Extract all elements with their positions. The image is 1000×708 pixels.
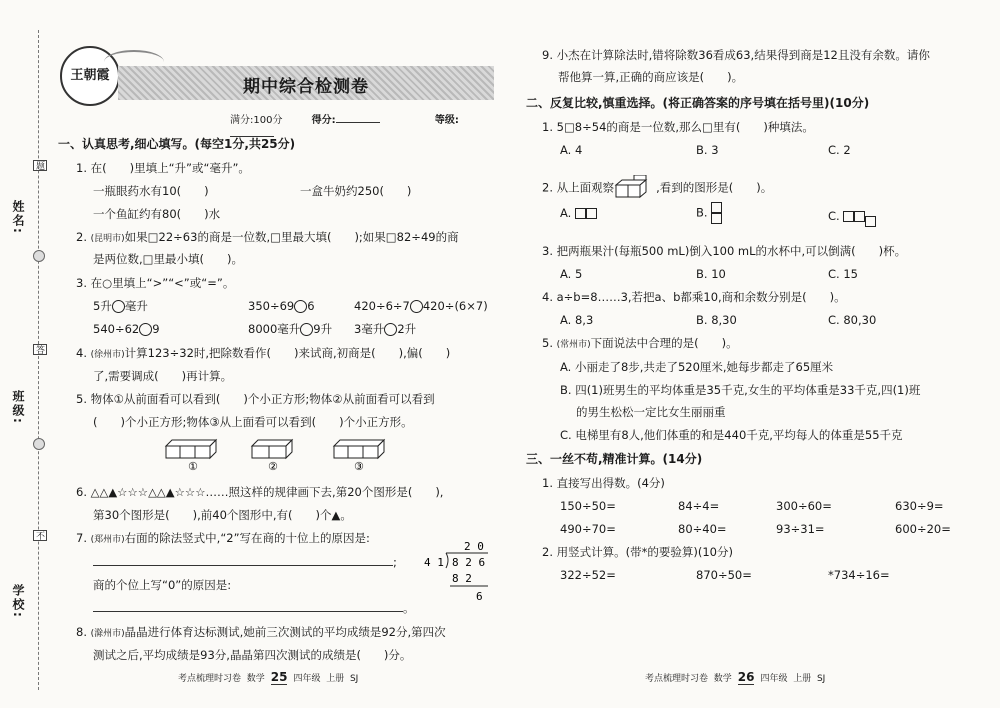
footer-subject: 数学: [713, 674, 732, 684]
q9-line1: 9. 小杰在计算除法时,错将除数36看成63,结果得到商是12且没有余数。请你: [542, 48, 930, 62]
footer-book: 考点梳理时习卷: [178, 674, 242, 684]
c3-option-b[interactable]: B. 10: [696, 267, 726, 281]
q4-line1: 4. (徐州市)计算123÷32时,把除数看作( )来试商,初商是( ),偏( ): [76, 346, 451, 360]
c1-option-c[interactable]: C. 2: [828, 143, 851, 157]
c2b-text: ,看到的图形是( )。: [656, 180, 773, 195]
c4-option-b[interactable]: B. 8,30: [696, 313, 737, 327]
q9-line2: 帮他算一算,正确的商应该是( )。: [558, 70, 744, 84]
page-number: 25: [270, 670, 288, 684]
q8-line1: 8. (滁州市)晶晶进行体育达标测试,她前三次测试的平均成绩是92分,第四次: [76, 625, 446, 639]
q1c-text: 一个鱼缸约有80( )水: [93, 207, 221, 221]
c2-option-a[interactable]: A.: [560, 206, 597, 220]
q6-line2: 第30个图形是( ),前40个图形中,有( )个▲。: [93, 508, 352, 522]
logo-text: 王朝霞: [70, 68, 110, 83]
footer-grade: 四年级: [293, 674, 321, 684]
section-1-heading: 一、认真思考,细心填写。(每空1分,共25分): [58, 137, 296, 151]
footer-book: 考点梳理时习卷: [645, 674, 709, 684]
q6-line1: 6. △△▲☆☆☆△△▲☆☆☆……照这样的规律画下去,第20个图形是( ),: [76, 485, 444, 499]
q2a-text: 如果□22÷63的商是一位数,□里最大填( );如果□82÷49的商: [124, 230, 459, 244]
q7a-text: 右面的除法竖式中,“2”写在商的十位上的原因是:: [124, 531, 370, 545]
section-2-heading: 二、反复比较,慎重选择。(将正确答案的序号填在括号里)(10分): [526, 96, 870, 110]
vertical-calc-item: 870÷50=: [696, 568, 752, 582]
c5-option-b[interactable]: B. 四(1)班男生的平均体重是35千克,女生的平均体重是33千克,四(1)班: [560, 383, 921, 397]
right-footer: [645, 670, 825, 685]
footer-edition: SJ: [349, 674, 359, 684]
c5-option-b-cont: 的男生松松一定比女生丽丽重: [576, 405, 726, 419]
cube-label-2: ②: [268, 460, 278, 472]
c2-option-c[interactable]: C.: [828, 206, 876, 227]
cube-figure-3: [334, 440, 384, 458]
grade-field[interactable]: [230, 126, 274, 137]
score-field[interactable]: [336, 112, 380, 123]
q2-tag: (昆明市): [90, 234, 125, 244]
left-footer: [178, 670, 358, 685]
c4-text: 4. a÷b=8……3,若把a、b都乘10,商和余数分别是( )。: [542, 290, 846, 304]
name-label: 姓名:: [11, 200, 25, 235]
title-banner: [118, 66, 494, 100]
compare-circle[interactable]: [294, 300, 307, 313]
c1-option-a[interactable]: A. 4: [560, 143, 583, 157]
q5-line1: 5. 物体①从前面看可以看到( )个小正方形;物体②从前面看可以看到: [76, 392, 435, 406]
binding-box-1: 题: [33, 160, 47, 171]
binding-hole: [33, 438, 45, 450]
q1a-text: 一瓶眼药水有10( ): [93, 184, 209, 198]
q2-line2: 是两位数,□里最小填( )。: [93, 252, 243, 266]
c2-option-b[interactable]: B.: [696, 202, 722, 224]
q1-text: 1. 在( )里填上“升”或“毫升”。: [76, 161, 250, 175]
compare-circle[interactable]: [410, 300, 423, 313]
c5-option-c[interactable]: C. 电梯里有8人,他们体重的和是440千克,平均每人的体重是55千克: [560, 428, 903, 442]
calc-item: 490÷70=: [560, 522, 616, 536]
division-dividend: 8 2 6: [452, 556, 486, 569]
k2-text: 2. 用竖式计算。(带*的要验算)(10分): [542, 545, 733, 559]
cube-figure-1: [166, 440, 216, 458]
calc-item: 630÷9=: [895, 499, 944, 513]
binding-line: [38, 30, 39, 690]
compare-circle[interactable]: [139, 323, 152, 336]
division-subtract: 8 2: [452, 572, 472, 585]
q3-text: 3. 在○里填上“>”“<”或“=”。: [76, 276, 235, 290]
compare-circle[interactable]: [112, 300, 125, 313]
q7-answer-line-1[interactable]: ;: [93, 555, 397, 569]
compare-circle[interactable]: [384, 323, 397, 336]
right-page: [508, 0, 1000, 708]
q8-line2: 测试之后,平均成绩是93分,晶晶第四次测试的成绩是( )分。: [93, 648, 412, 662]
q2-line1: 2. (昆明市)如果□22÷63的商是一位数,□里最大填( );如果□82÷49的商: [76, 230, 459, 244]
q8a-text: 晶晶进行体育达标测试,她前三次测试的平均成绩是92分,第四次: [124, 625, 446, 639]
binding-box-2: 答: [33, 344, 47, 355]
calc-item: 80÷40=: [678, 522, 727, 536]
c4-option-a[interactable]: A. 8,3: [560, 313, 594, 327]
page-title: 期中综合检测卷: [243, 77, 369, 97]
long-division: [420, 540, 490, 606]
vertical-calc-item: 322÷52=: [560, 568, 616, 582]
cube-label-3: ③: [354, 460, 364, 472]
class-label: 班级:: [11, 390, 25, 425]
grade-label: 等级:: [434, 115, 459, 126]
score-label: 得分:: [311, 115, 336, 126]
q4a-text: 计算123÷32时,把除数看作( )来试商,初商是( ),偏( ): [124, 346, 451, 360]
footer-term: 上册: [326, 674, 345, 684]
q3-item: 5升 毫升: [93, 299, 148, 313]
c3-text: 3. 把两瓶果汁(每瓶500 mL)倒入100 mL的水杯中,可以倒满( )杯。: [542, 244, 907, 258]
c1-text: 1. 5□8÷54的商是一位数,那么□里有( )种填法。: [542, 120, 814, 134]
k1-text: 1. 直接写出得数。(4分): [542, 476, 665, 490]
q7-line1: 7. (郑州市)右面的除法竖式中,“2”写在商的十位上的原因是:: [76, 531, 370, 545]
page-number: 26: [737, 670, 755, 684]
cube-figure-2: [252, 440, 292, 458]
q7-answer-line-2[interactable]: 。: [93, 601, 415, 615]
binding-strip: [0, 0, 44, 708]
division-remainder: 6: [476, 590, 483, 603]
section-3-heading: 三、一丝不苟,精准计算。(14分): [526, 452, 703, 466]
q5-line2: ( )个小正方形;物体③从上面看可以看到( )个小正方形。: [93, 415, 413, 429]
c3-option-a[interactable]: A. 5: [560, 267, 583, 281]
q1b-text: 一盒牛奶约250( ): [300, 184, 412, 198]
calc-item: 300÷60=: [776, 499, 832, 513]
c4-option-c[interactable]: C. 80,30: [828, 313, 877, 327]
q3-item: 3毫升 2升: [354, 322, 417, 336]
cube-label-1: ①: [188, 460, 198, 472]
footer-edition: SJ: [816, 674, 826, 684]
calc-item: 93÷31=: [776, 522, 825, 536]
c2-cube-figure: [614, 175, 656, 201]
q4-line2: 了,需要调成( )再计算。: [93, 369, 233, 383]
division-quotient: 2 0: [464, 540, 484, 553]
q8-tag: (滁州市): [90, 629, 125, 639]
q3-item: 350÷69 6: [248, 299, 315, 313]
c1-option-b[interactable]: B. 3: [696, 143, 719, 157]
footer-grade: 四年级: [760, 674, 788, 684]
q3-item: 8000毫升 9升: [248, 322, 333, 336]
q3-item: 540÷62 9: [93, 322, 160, 336]
q7-tag: (郑州市): [90, 535, 125, 545]
c5-line: 5. (常州市)下面说法中合理的是( )。: [542, 336, 738, 350]
q4-tag: (徐州市): [90, 350, 125, 360]
footer-term: 上册: [793, 674, 812, 684]
calc-item: 600÷20=: [895, 522, 951, 536]
calc-item: 84÷4=: [678, 499, 720, 513]
vertical-calc-item: *734÷16=: [828, 568, 890, 582]
full-score: 满分:100分: [230, 115, 283, 126]
q7-line2: 商的个位上写“0”的原因是:: [93, 578, 232, 592]
c2a-text: 2. 从上面观察: [542, 180, 615, 195]
binding-box-3: 不: [33, 530, 47, 541]
school-label: 学校:: [11, 584, 25, 619]
c5-text: 下面说法中合理的是( )。: [590, 336, 738, 350]
meta-row: [230, 111, 508, 140]
calc-item: 150÷50=: [560, 499, 616, 513]
division-bracket: [446, 553, 448, 568]
compare-circle[interactable]: [300, 323, 313, 336]
footer-subject: 数学: [246, 674, 265, 684]
c2-line: [542, 175, 772, 201]
c5-option-a[interactable]: A. 小丽走了8步,共走了520厘米,她每步都走了65厘米: [560, 360, 834, 374]
c3-option-c[interactable]: C. 15: [828, 267, 858, 281]
division-divisor: 4 1: [424, 556, 444, 569]
binding-hole: [33, 250, 45, 262]
q3-item: 420÷6÷7 420÷(6×7): [354, 299, 488, 313]
cube-figures: [162, 436, 402, 472]
c5-tag: (常州市): [556, 340, 591, 350]
